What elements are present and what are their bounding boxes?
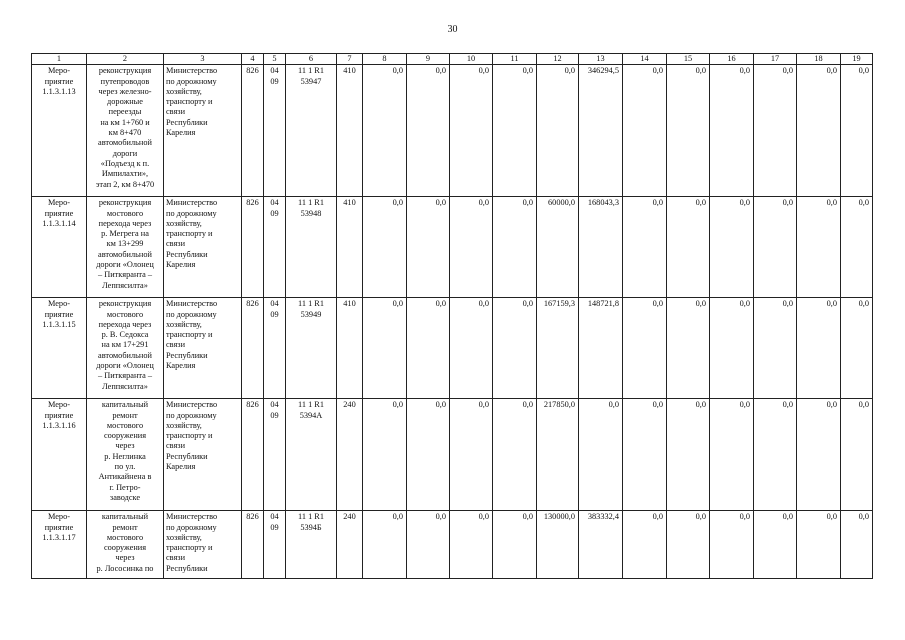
table-row [32,399,873,511]
column-header: 8 [363,54,407,65]
page-number: 30 [447,24,458,35]
cell-c19: 0,0 [841,511,873,579]
column-header: 6 [286,54,337,65]
cell-c17: 0,0 [754,399,797,511]
cell-c7: 240 [337,511,363,579]
column-header: 11 [493,54,537,65]
cell-c13: 383332,4 [579,511,623,579]
cell-measure: Меро- приятие 1.1.3.1.16 [32,399,87,511]
column-header: 17 [754,54,797,65]
cell-c8: 0,0 [363,298,407,399]
cell-c4: 826 [242,197,264,298]
cell-c18: 0,0 [797,298,841,399]
column-header: 14 [623,54,667,65]
cell-c8: 0,0 [363,511,407,579]
cell-c5: 04 09 [264,197,286,298]
cell-c12: 217850,0 [537,399,579,511]
column-header: 18 [797,54,841,65]
cell-c17: 0,0 [754,197,797,298]
column-header: 16 [710,54,754,65]
cell-c12: 167159,3 [537,298,579,399]
cell-c17: 0,0 [754,65,797,197]
cell-c13: 148721,8 [579,298,623,399]
cell-c7: 240 [337,399,363,511]
cell-c16: 0,0 [710,399,754,511]
table-row [32,511,873,579]
cell-c14: 0,0 [623,65,667,197]
cell-c5: 04 09 [264,511,286,579]
cell-c12: 0,0 [537,65,579,197]
cell-c15: 0,0 [667,399,710,511]
cell-c16: 0,0 [710,298,754,399]
table-row [32,298,873,399]
cell-c5: 04 09 [264,65,286,197]
column-header: 12 [537,54,579,65]
column-header: 15 [667,54,710,65]
cell-c12: 60000,0 [537,197,579,298]
cell-c18: 0,0 [797,197,841,298]
cell-c5: 04 09 [264,399,286,511]
cell-c8: 0,0 [363,197,407,298]
cell-c6: 11 1 R1 53948 [286,197,337,298]
cell-c19: 0,0 [841,298,873,399]
cell-c18: 0,0 [797,399,841,511]
cell-c9: 0,0 [407,298,450,399]
cell-c10: 0,0 [450,298,493,399]
cell-c8: 0,0 [363,65,407,197]
cell-c13: 346294,5 [579,65,623,197]
cell-c15: 0,0 [667,298,710,399]
cell-c19: 0,0 [841,399,873,511]
cell-c10: 0,0 [450,65,493,197]
cell-measure: Меро- приятие 1.1.3.1.13 [32,65,87,197]
cell-c11: 0,0 [493,511,537,579]
cell-c19: 0,0 [841,65,873,197]
cell-c10: 0,0 [450,197,493,298]
budget-table [31,53,873,579]
column-header: 4 [242,54,264,65]
cell-c7: 410 [337,65,363,197]
cell-c6: 11 1 R1 5394Б [286,511,337,579]
cell-measure: Меро- приятие 1.1.3.1.14 [32,197,87,298]
cell-c16: 0,0 [710,65,754,197]
header-row [32,54,873,65]
column-header: 7 [337,54,363,65]
cell-c8: 0,0 [363,399,407,511]
cell-org: Министерство по дорожному хозяйству, транспорту и связи Республики Карелия [164,298,242,399]
cell-c6: 11 1 R1 53949 [286,298,337,399]
column-header: 1 [32,54,87,65]
cell-c11: 0,0 [493,298,537,399]
cell-c18: 0,0 [797,65,841,197]
column-header: 5 [264,54,286,65]
table-row [32,197,873,298]
cell-name: капитальный ремонт мостового сооружения через р. Неглинка по ул. Антикайнена в г. Петро- заводске [87,399,164,511]
cell-c4: 826 [242,65,264,197]
cell-c15: 0,0 [667,197,710,298]
cell-org: Министерство по дорожному хозяйству, транспорту и связи Республики Карелия [164,399,242,511]
cell-org: Министерство по дорожному хозяйству, транспорту и связи Республики Карелия [164,197,242,298]
column-header: 19 [841,54,873,65]
cell-c16: 0,0 [710,511,754,579]
cell-c11: 0,0 [493,399,537,511]
cell-c17: 0,0 [754,298,797,399]
cell-c5: 04 09 [264,298,286,399]
cell-c9: 0,0 [407,511,450,579]
cell-measure: Меро- приятие 1.1.3.1.15 [32,298,87,399]
cell-c14: 0,0 [623,197,667,298]
cell-c6: 11 1 R1 5394А [286,399,337,511]
cell-c15: 0,0 [667,65,710,197]
column-header: 13 [579,54,623,65]
cell-measure: Меро- приятие 1.1.3.1.17 [32,511,87,579]
cell-c11: 0,0 [493,197,537,298]
cell-c14: 0,0 [623,399,667,511]
cell-org: Министерство по дорожному хозяйству, транспорту и связи Республики Карелия [164,65,242,197]
cell-name: реконструкция путепроводов через железно- дорожные переезды на км 1+760 и км 8+470 автомобильной дороги «Подъезд к п. Импилахти», этап 2, км 8+470 [87,65,164,197]
cell-c10: 0,0 [450,511,493,579]
cell-c4: 826 [242,511,264,579]
cell-name: капитальный ремонт мостового сооружения через р. Лососинка по [87,511,164,579]
cell-c18: 0,0 [797,511,841,579]
cell-c12: 130000,0 [537,511,579,579]
cell-c14: 0,0 [623,511,667,579]
cell-c9: 0,0 [407,65,450,197]
cell-c14: 0,0 [623,298,667,399]
column-header: 10 [450,54,493,65]
cell-c4: 826 [242,298,264,399]
cell-c15: 0,0 [667,511,710,579]
cell-c10: 0,0 [450,399,493,511]
column-header: 9 [407,54,450,65]
cell-c16: 0,0 [710,197,754,298]
column-header: 2 [87,54,164,65]
cell-c9: 0,0 [407,197,450,298]
cell-name: реконструкция мостового перехода через р. В. Седокса на км 17+291 автомобильной дороги «Олонец – Питкяранта – Леппясилта» [87,298,164,399]
cell-c7: 410 [337,197,363,298]
cell-c7: 410 [337,298,363,399]
table-row [32,65,873,197]
cell-c13: 0,0 [579,399,623,511]
cell-c6: 11 1 R1 53947 [286,65,337,197]
cell-name: реконструкция мостового перехода через р. Мегрега на км 13+299 автомобильной дороги «Олонец – Питкяранта – Леппясилта» [87,197,164,298]
cell-org: Министерство по дорожному хозяйству, транспорту и связи Республики [164,511,242,579]
cell-c17: 0,0 [754,511,797,579]
column-header: 3 [164,54,242,65]
cell-c13: 168043,3 [579,197,623,298]
cell-c19: 0,0 [841,197,873,298]
cell-c9: 0,0 [407,399,450,511]
cell-c4: 826 [242,399,264,511]
cell-c11: 0,0 [493,65,537,197]
